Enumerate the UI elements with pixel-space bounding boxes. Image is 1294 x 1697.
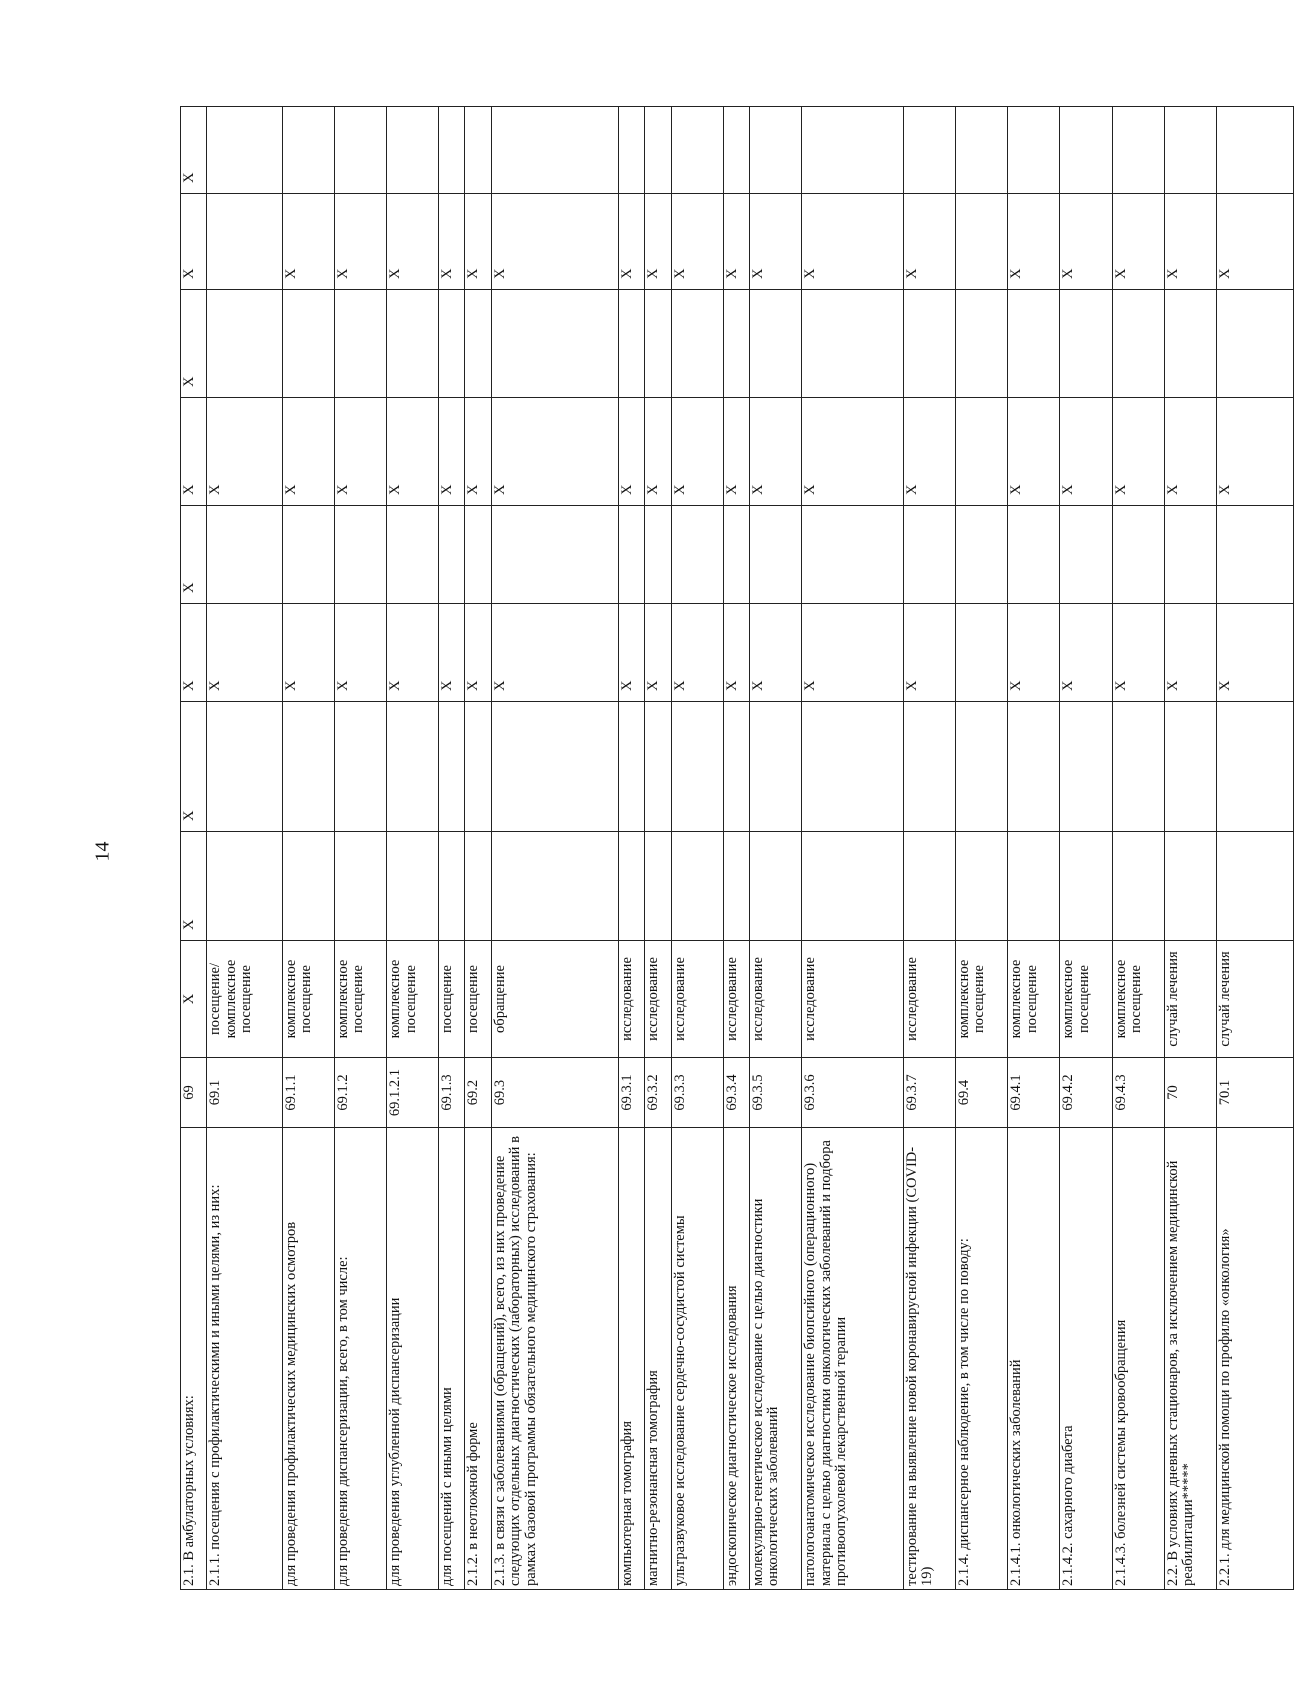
row-number-cell: 69.2 xyxy=(465,1058,491,1128)
value-cell: X xyxy=(723,398,749,506)
value-cell xyxy=(1216,702,1293,832)
value-cell xyxy=(282,702,334,832)
value-cell: X xyxy=(181,604,207,702)
value-cell xyxy=(723,702,749,832)
value-cell: X xyxy=(1008,604,1060,702)
value-cell: X xyxy=(749,604,801,702)
value-cell xyxy=(1060,702,1112,832)
value-cell: X xyxy=(1060,604,1112,702)
table-row xyxy=(491,107,619,1590)
value-cell: X xyxy=(619,398,645,506)
value-cell: X xyxy=(1060,398,1112,506)
value-cell xyxy=(282,506,334,604)
value-cell xyxy=(723,506,749,604)
unit-cell: посещение/ комплексное посещение xyxy=(207,941,283,1058)
value-cell xyxy=(1060,107,1112,194)
table-row xyxy=(723,107,749,1590)
value-cell: X xyxy=(181,702,207,832)
value-cell xyxy=(1216,290,1293,398)
value-cell xyxy=(439,506,465,604)
value-cell: X xyxy=(207,398,283,506)
value-cell: X xyxy=(645,604,671,702)
value-cell xyxy=(802,107,904,194)
value-cell xyxy=(1164,506,1216,604)
value-cell xyxy=(1112,506,1164,604)
row-number-cell: 69.4 xyxy=(955,1058,1007,1128)
rotated-table-page xyxy=(180,107,1294,1590)
value-cell xyxy=(387,107,439,194)
value-cell: X xyxy=(619,604,645,702)
unit-cell: комплексное посещение xyxy=(282,941,334,1058)
value-cell xyxy=(1008,107,1060,194)
row-name-cell: 2.1.4. диспансерное наблюдение, в том числе по поводу: xyxy=(955,1128,1007,1590)
value-cell xyxy=(749,832,801,941)
unit-cell: комплексное посещение xyxy=(1060,941,1112,1058)
value-cell xyxy=(1112,702,1164,832)
value-cell xyxy=(282,290,334,398)
unit-cell: комплексное посещение xyxy=(387,941,439,1058)
value-cell: X xyxy=(671,194,723,290)
value-cell xyxy=(802,832,904,941)
value-cell: X xyxy=(282,604,334,702)
unit-cell: комплексное посещение xyxy=(1112,941,1164,1058)
row-number-cell: 69.4.1 xyxy=(1008,1058,1060,1128)
unit-cell: обращение xyxy=(491,941,619,1058)
value-cell: X xyxy=(282,398,334,506)
value-cell xyxy=(207,290,283,398)
value-cell: X xyxy=(645,194,671,290)
value-cell xyxy=(955,702,1007,832)
value-cell: X xyxy=(903,604,955,702)
row-name-cell: молекулярно-генетическое исследование с целью диагностики онкологических заболеваний xyxy=(749,1128,801,1590)
value-cell: X xyxy=(334,194,386,290)
value-cell xyxy=(439,832,465,941)
value-cell xyxy=(955,290,1007,398)
table-row xyxy=(1216,107,1293,1590)
value-cell xyxy=(491,107,619,194)
row-name-cell: ультразвуковое исследование сердечно-сосудистой системы xyxy=(671,1128,723,1590)
value-cell xyxy=(749,290,801,398)
table-row xyxy=(802,107,904,1590)
table-row xyxy=(1112,107,1164,1590)
value-cell xyxy=(207,832,283,941)
table-body xyxy=(181,107,1294,1590)
value-cell: X xyxy=(749,194,801,290)
row-name-cell: 2.1.1. посещения с профилактическими и иными целями, из них: xyxy=(207,1128,283,1590)
value-cell xyxy=(955,604,1007,702)
row-number-cell: 69.4.2 xyxy=(1060,1058,1112,1128)
table-row xyxy=(1008,107,1060,1590)
value-cell xyxy=(1216,506,1293,604)
value-cell: X xyxy=(465,194,491,290)
value-cell xyxy=(903,107,955,194)
value-cell: X xyxy=(1164,194,1216,290)
value-cell xyxy=(1164,290,1216,398)
value-cell: X xyxy=(723,194,749,290)
value-cell xyxy=(1112,290,1164,398)
row-name-cell: 2.1.2. в неотложной форме xyxy=(465,1128,491,1590)
value-cell xyxy=(1008,290,1060,398)
value-cell xyxy=(334,832,386,941)
value-cell xyxy=(749,107,801,194)
value-cell: X xyxy=(802,194,904,290)
unit-cell: комплексное посещение xyxy=(955,941,1007,1058)
value-cell xyxy=(491,702,619,832)
value-cell: X xyxy=(1008,194,1060,290)
value-cell xyxy=(334,506,386,604)
row-name-cell: для посещений с иными целями xyxy=(439,1128,465,1590)
value-cell: X xyxy=(1216,398,1293,506)
row-number-cell: 69.1.2 xyxy=(334,1058,386,1128)
value-cell: X xyxy=(181,290,207,398)
table-row xyxy=(439,107,465,1590)
value-cell xyxy=(282,832,334,941)
unit-cell: случай лечения xyxy=(1164,941,1216,1058)
row-name-cell: эндоскопическое диагностическое исследования xyxy=(723,1128,749,1590)
table-row xyxy=(903,107,955,1590)
value-cell xyxy=(619,506,645,604)
unit-cell: исследование xyxy=(723,941,749,1058)
unit-cell: исследование xyxy=(903,941,955,1058)
value-cell xyxy=(207,506,283,604)
row-number-cell: 69.3.5 xyxy=(749,1058,801,1128)
value-cell xyxy=(802,290,904,398)
value-cell xyxy=(334,702,386,832)
value-cell xyxy=(1112,107,1164,194)
value-cell: X xyxy=(387,604,439,702)
value-cell xyxy=(903,702,955,832)
row-number-cell: 69.1.1 xyxy=(282,1058,334,1128)
table-row xyxy=(465,107,491,1590)
value-cell xyxy=(955,506,1007,604)
table-row xyxy=(387,107,439,1590)
value-cell: X xyxy=(439,398,465,506)
value-cell: X xyxy=(207,604,283,702)
value-cell: X xyxy=(334,604,386,702)
value-cell: X xyxy=(465,398,491,506)
value-cell: X xyxy=(723,604,749,702)
table-row xyxy=(1060,107,1112,1590)
row-name-cell: для проведения углубленной диспансеризации xyxy=(387,1128,439,1590)
value-cell xyxy=(671,290,723,398)
value-cell: X xyxy=(181,506,207,604)
value-cell xyxy=(334,107,386,194)
value-cell xyxy=(619,107,645,194)
value-cell: X xyxy=(181,194,207,290)
value-cell: X xyxy=(903,398,955,506)
value-cell xyxy=(1164,702,1216,832)
value-cell xyxy=(1008,506,1060,604)
value-cell: X xyxy=(1060,194,1112,290)
value-cell: X xyxy=(465,604,491,702)
value-cell xyxy=(619,702,645,832)
value-cell xyxy=(671,832,723,941)
row-number-cell: 69.3.2 xyxy=(645,1058,671,1128)
value-cell xyxy=(645,290,671,398)
value-cell: X xyxy=(1112,604,1164,702)
row-name-cell: патологоанатомическое исследование биопсийного (операционного) материала с целью диагностики онкологических заболеваний и подбора противоопухолевой лекарственной терапии xyxy=(802,1128,904,1590)
row-number-cell: 69.3.3 xyxy=(671,1058,723,1128)
table-row xyxy=(282,107,334,1590)
value-cell xyxy=(955,107,1007,194)
value-cell xyxy=(1060,506,1112,604)
value-cell xyxy=(802,702,904,832)
value-cell: X xyxy=(282,194,334,290)
value-cell xyxy=(465,290,491,398)
value-cell xyxy=(955,398,1007,506)
unit-cell: исследование xyxy=(619,941,645,1058)
unit-cell: случай лечения xyxy=(1216,941,1293,1058)
row-number-cell: 69.3 xyxy=(491,1058,619,1128)
value-cell: X xyxy=(619,194,645,290)
row-number-cell: 69.3.1 xyxy=(619,1058,645,1128)
value-cell xyxy=(1008,832,1060,941)
value-cell xyxy=(619,290,645,398)
value-cell xyxy=(207,194,283,290)
value-cell: X xyxy=(1008,398,1060,506)
value-cell xyxy=(491,290,619,398)
unit-cell: исследование xyxy=(749,941,801,1058)
row-number-cell: 69.3.4 xyxy=(723,1058,749,1128)
table-row xyxy=(671,107,723,1590)
value-cell xyxy=(1216,107,1293,194)
value-cell: X xyxy=(671,398,723,506)
row-number-cell: 69.1.2.1 xyxy=(387,1058,439,1128)
table-row xyxy=(181,107,207,1590)
value-cell xyxy=(671,107,723,194)
page-number: 14 xyxy=(91,841,114,862)
value-cell xyxy=(282,107,334,194)
value-cell xyxy=(1060,832,1112,941)
row-number-cell: 69.1 xyxy=(207,1058,283,1128)
value-cell xyxy=(207,702,283,832)
value-cell: X xyxy=(802,604,904,702)
data-table xyxy=(180,106,1294,1590)
row-name-cell: 2.2.1. для медицинской помощи по профилю «онкология» xyxy=(1216,1128,1293,1590)
value-cell: X xyxy=(1216,194,1293,290)
value-cell: X xyxy=(1216,604,1293,702)
value-cell xyxy=(802,506,904,604)
table-row xyxy=(619,107,645,1590)
row-name-cell: 2.2. В условиях дневных стационаров, за исключением медицинской реабилитации***** xyxy=(1164,1128,1216,1590)
value-cell: X xyxy=(181,398,207,506)
row-name-cell: 2.1.3. в связи с заболеваниями (обращений), всего, из них проведение следующих отдельных диагностических (лабораторных) исследований в рамках базовой программы обязательного медицинского страхования: xyxy=(491,1128,619,1590)
value-cell xyxy=(1164,107,1216,194)
value-cell xyxy=(1112,832,1164,941)
value-cell xyxy=(334,290,386,398)
value-cell xyxy=(491,506,619,604)
value-cell xyxy=(439,290,465,398)
table-row xyxy=(645,107,671,1590)
row-name-cell: 2.1.4.1. онкологических заболеваний xyxy=(1008,1128,1060,1590)
unit-cell: посещение xyxy=(465,941,491,1058)
row-name-cell: компьютерная томография xyxy=(619,1128,645,1590)
value-cell xyxy=(723,290,749,398)
value-cell xyxy=(903,506,955,604)
value-cell xyxy=(645,832,671,941)
value-cell: X xyxy=(491,194,619,290)
value-cell xyxy=(749,702,801,832)
value-cell: X xyxy=(802,398,904,506)
table-row xyxy=(955,107,1007,1590)
value-cell xyxy=(671,702,723,832)
value-cell xyxy=(1008,702,1060,832)
value-cell xyxy=(465,506,491,604)
value-cell xyxy=(903,832,955,941)
unit-cell: X xyxy=(181,941,207,1058)
unit-cell: комплексное посещение xyxy=(334,941,386,1058)
value-cell xyxy=(955,832,1007,941)
row-name-cell: для проведения диспансеризации, всего, в том числе: xyxy=(334,1128,386,1590)
value-cell: X xyxy=(491,604,619,702)
row-number-cell: 69.3.6 xyxy=(802,1058,904,1128)
value-cell: X xyxy=(334,398,386,506)
value-cell xyxy=(619,832,645,941)
value-cell: X xyxy=(671,604,723,702)
table-row xyxy=(749,107,801,1590)
value-cell xyxy=(207,107,283,194)
table-row xyxy=(1164,107,1216,1590)
value-cell xyxy=(723,832,749,941)
value-cell xyxy=(491,832,619,941)
value-cell xyxy=(645,506,671,604)
row-name-cell: тестирование на выявление новой коронавирусной инфекции (COVID-19) xyxy=(903,1128,955,1590)
value-cell xyxy=(465,832,491,941)
row-number-cell: 69.1.3 xyxy=(439,1058,465,1128)
unit-cell: исследование xyxy=(645,941,671,1058)
unit-cell: посещение xyxy=(439,941,465,1058)
row-name-cell: 2.1.4.2. сахарного диабета xyxy=(1060,1128,1112,1590)
row-name-cell: магнитно-резонансная томография xyxy=(645,1128,671,1590)
value-cell xyxy=(439,702,465,832)
value-cell xyxy=(645,702,671,832)
value-cell: X xyxy=(645,398,671,506)
row-number-cell: 70 xyxy=(1164,1058,1216,1128)
value-cell xyxy=(671,506,723,604)
value-cell xyxy=(903,290,955,398)
table-row xyxy=(334,107,386,1590)
unit-cell: исследование xyxy=(802,941,904,1058)
value-cell xyxy=(465,702,491,832)
value-cell xyxy=(387,832,439,941)
unit-cell: исследование xyxy=(671,941,723,1058)
value-cell xyxy=(439,107,465,194)
table-row xyxy=(207,107,283,1590)
unit-cell: комплексное посещение xyxy=(1008,941,1060,1058)
value-cell xyxy=(723,107,749,194)
row-name-cell: для проведения профилактических медицинских осмотров xyxy=(282,1128,334,1590)
row-name-cell: 2.1. В амбулаторных условиях: xyxy=(181,1128,207,1590)
value-cell xyxy=(955,194,1007,290)
value-cell: X xyxy=(1164,398,1216,506)
row-number-cell: 69 xyxy=(181,1058,207,1128)
row-number-cell: 69.4.3 xyxy=(1112,1058,1164,1128)
value-cell: X xyxy=(749,398,801,506)
value-cell: X xyxy=(387,194,439,290)
value-cell: X xyxy=(181,832,207,941)
row-number-cell: 69.3.7 xyxy=(903,1058,955,1128)
row-name-cell: 2.1.4.3. болезней системы кровообращения xyxy=(1112,1128,1164,1590)
value-cell xyxy=(387,290,439,398)
value-cell xyxy=(749,506,801,604)
value-cell: X xyxy=(387,398,439,506)
value-cell: X xyxy=(181,107,207,194)
value-cell: X xyxy=(1112,398,1164,506)
value-cell: X xyxy=(903,194,955,290)
value-cell xyxy=(645,107,671,194)
value-cell: X xyxy=(1112,194,1164,290)
value-cell xyxy=(1216,832,1293,941)
value-cell xyxy=(1060,290,1112,398)
value-cell xyxy=(387,506,439,604)
value-cell: X xyxy=(491,398,619,506)
value-cell xyxy=(465,107,491,194)
value-cell: X xyxy=(439,194,465,290)
row-number-cell: 70.1 xyxy=(1216,1058,1293,1128)
value-cell xyxy=(387,702,439,832)
value-cell: X xyxy=(1164,604,1216,702)
value-cell xyxy=(1164,832,1216,941)
value-cell: X xyxy=(439,604,465,702)
